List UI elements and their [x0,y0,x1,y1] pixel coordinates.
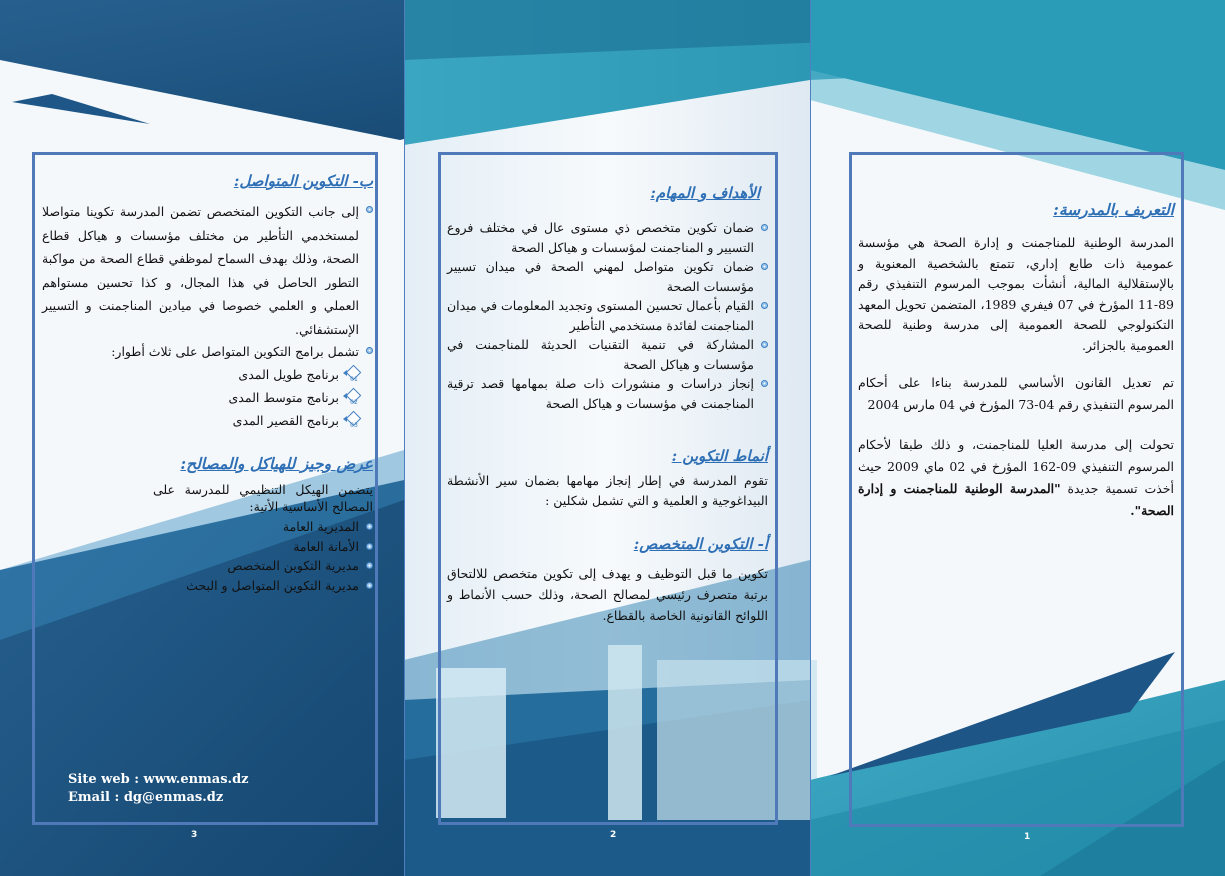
program-item [42,386,373,409]
page-number-3: 3 [191,830,198,840]
program-label: برنامج القصير المدى [232,413,339,428]
amendment-paragraph: تم تعديل القانون الأساسي للمدرسة بناءا على أحكام المرسوم التنفيذي رقم 04-73 المؤرخ في 04 مارس 2004 [858,375,1174,412]
goal-item: القيام بأعمال تحسين المستوى وتجديد المعلومات في ميدان المناجمنت لفائدة مستخدمي التأطير [447,296,768,335]
specialized-training-heading: أ- التكوين المتخصص: [633,535,768,553]
training-modes-heading: أنماط التكوين : [671,447,768,465]
goals-list [447,218,768,413]
about-school-paragraph: المدرسة الوطنية للمناجمنت و إدارة الصحة هي مؤسسة عمومية ذات طابع إداري، تتمتع بالشخصية المعنوية و بالإستقلالية المالية، أنشأت بموجب المرسوم التنفيذي رقم 89-11 المؤرخ في 07 فيفري 1989، المتضمن تحويل المعهد التكنولوجي للصحة العمومية إلى مدرسة وطنية للصحة العمومية بالجزائر. [858,235,1174,353]
programs-intro-item: تشمل برامج التكوين المتواصل على ثلاث أطوار: [42,341,373,363]
goal-item: إنجاز دراسات و منشورات ذات صلة بمهامها قصد ترقية المناجمنت في مؤسسات و هياكل الصحة [447,374,768,413]
school-new-name: "المدرسة الوطنية للمناجمنت و إدارة الصحة". [858,481,1174,518]
service-item: الأمانة العامة [42,537,373,557]
transformation-text: تحولت إلى مدرسة العليا للمناجمنت، و ذلك طبقا لأحكام المرسوم التنفيذي 09-162 المؤرخ في 02 ماي 2009 حيث أخذت تسمية جديدة [858,437,1174,496]
about-school-heading: التعريف بالمدرسة: [1053,200,1174,219]
website-link[interactable]: Site web : www.enmas.dz [68,772,249,787]
fold-line-left [404,0,405,876]
program-item [42,363,373,386]
number-badge-icon: 01 [348,367,361,380]
number-badge-icon: 03 [348,413,361,426]
program-item [42,409,373,432]
services-list [42,517,373,595]
structure-intro-text: يتضمن الهيكل التنظيمي للمدرسة على المصالح الأساسية الأتية: [153,482,373,514]
number-badge-icon: 02 [348,390,361,403]
contact-info [68,771,249,807]
continuous-training-list [42,200,373,363]
page-number-2: 2 [610,830,617,840]
goals-heading: الأهداف و المهام: [650,184,760,202]
structures-heading: عرض وجيز للهياكل والمصالح: [180,454,373,473]
fold-line-right [810,0,811,876]
continuous-training-heading: ب- التكوين المتواصل: [233,172,373,190]
panel-1-content [858,200,1174,522]
service-item: مديرية التكوين المتواصل و البحث [42,576,373,596]
service-item: المديرية العامة [42,517,373,537]
programs-list [42,363,373,432]
email-link[interactable]: Email : dg@enmas.dz [68,790,224,805]
goal-item: ضمان تكوين متواصل لمهني الصحة في ميدان تسيير مؤسسات الصحة [447,257,768,296]
program-label: برنامج طويل المدى [238,367,339,382]
transformation-paragraph [858,434,1174,522]
goal-item: المشاركة في تنمية التقنيات الحديثة للمناجمنت في مؤسسات و هياكل الصحة [447,335,768,374]
continuous-training-item: إلى جانب التكوين المتخصص تضمن المدرسة تكوينا متواصلا لمستخدمي التأطير من مختلف مؤسسات و هياكل قطاع الصحة، وذلك بهدف السماح لموظفي قطاع الصحة من مواكبة التطور الحاصل في هذا المجال، و كذا تحسين مستواهم العملي و العلمي خصوصا في ميادين المناجمنت و التسيير الإستشفائي. [42,200,373,341]
program-label: برنامج متوسط المدى [228,390,339,405]
training-modes-text: تقوم المدرسة في إطار إنجاز مهامها بضمان سير الأنشطة البيداغوجية و العلمية و التي تشمل شكلين : [447,473,768,508]
specialized-training-text: تكوين ما قبل التوظيف و يهدف إلى تكوين متخصص للالتحاق برتبة متصرف رئيسي لمصالح الصحة، وذلك حسب الأنماط و اللوائح القانونية الخاصة بالقطاع. [447,566,768,623]
panel-2-content [447,184,768,626]
page-number-1: 1 [1024,832,1031,842]
goal-item: ضمان تكوين متخصص ذي مستوى عال في مختلف فروع التسيير و المناجمنت لمؤسسات و هياكل الصحة [447,218,768,257]
panel-3-content [42,172,373,595]
service-item: مديرية التكوين المتخصص [42,556,373,576]
